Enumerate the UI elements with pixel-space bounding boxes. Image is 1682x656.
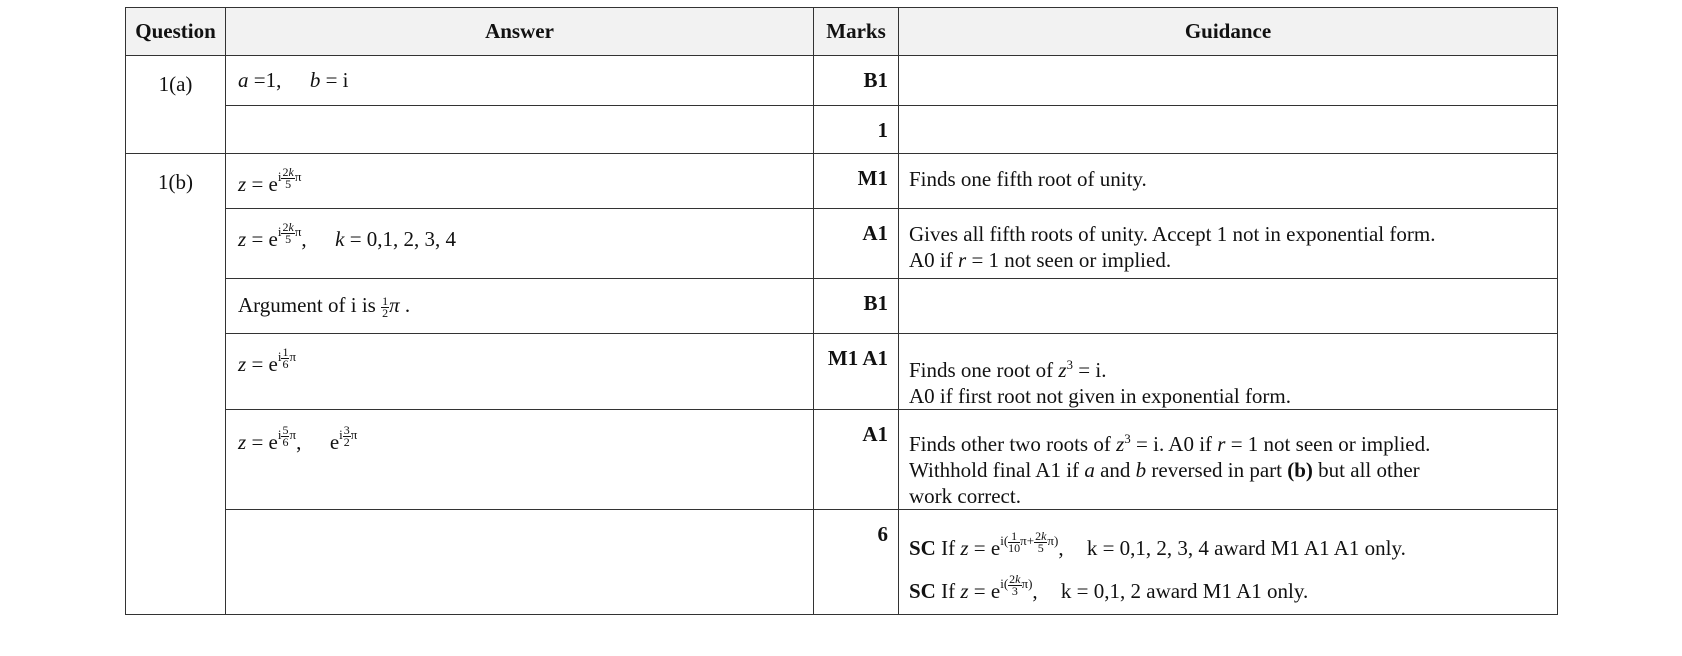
guidance-cell: [899, 510, 1558, 615]
marks-cell: M1: [814, 154, 899, 209]
marks-cell: B1: [814, 56, 899, 106]
mark-scheme-table: [125, 7, 1558, 615]
answer-cell: a =1, b = i: [226, 56, 814, 106]
table-row: [126, 209, 1558, 279]
guidance-cell: Finds one fifth root of unity.: [899, 154, 1558, 209]
answer-cell: $z = e^{i \frac{5}{6} \pi}$, $e^{i \frac{3}{2} \pi}$: [226, 410, 814, 510]
table-row: [126, 154, 1558, 209]
header-answer: Answer: [226, 8, 814, 56]
answer-cell: [226, 510, 814, 615]
table-row: [126, 106, 1558, 154]
header-question: Question: [126, 8, 226, 56]
marks-cell: B1: [814, 279, 899, 334]
marks-cell: A1: [814, 209, 899, 279]
guidance-cell: Finds one root of $z^3 = i$. A0 if first root not given in exponential form.: [899, 334, 1558, 410]
answer-cell: $z = e^{i \frac{1}{6} \pi}$: [226, 334, 814, 410]
question-number: 1(b): [126, 154, 226, 615]
table-row: [126, 410, 1558, 510]
marks-cell: 6: [814, 510, 899, 615]
guidance-cell: [899, 106, 1558, 154]
guidance-cell: Finds other two roots of $z^3 = i$. A0 if r = 1 not seen or implied. Withhold final A1 if a and b reversed in part (b) but all other work correct.: [899, 410, 1558, 510]
answer-cell: $z = e^{i \frac{2k}{5} \pi}$: [226, 154, 814, 209]
question-number: 1(a): [126, 56, 226, 154]
guidance-cell: Gives all fifth roots of unity. Accept 1 not in exponential form. A0 if r = 1 not seen or implied.: [899, 209, 1558, 279]
table-row: [126, 334, 1558, 410]
header-row: [126, 8, 1558, 56]
table-row: [126, 56, 1558, 106]
marks-cell: M1 A1: [814, 334, 899, 410]
special-case-1: SC If $z = e^{i( \frac{1}{10} \pi+ \frac{2k}{5} \pi)}$, k = 0,1, 2, 3, 4 award M1 A1 A1 only.: [909, 528, 1406, 560]
special-case-2: SC If $z = e^{i( \frac{2k}{3} \pi)}$, k = 0,1, 2 award M1 A1 only.: [909, 571, 1309, 603]
guidance-cell: [899, 56, 1558, 106]
answer-cell: $z = e^{i \frac{2k}{5} \pi}$, k = 0,1, 2, 3, 4: [226, 209, 814, 279]
answer-cell: Argument of i is $\frac{1}{2}$ π .: [226, 279, 814, 334]
table-row: [126, 510, 1558, 615]
guidance-cell: [899, 279, 1558, 334]
answer-cell: [226, 106, 814, 154]
marks-cell: A1: [814, 410, 899, 510]
table-row: [126, 279, 1558, 334]
marks-cell: 1: [814, 106, 899, 154]
header-marks: Marks: [814, 8, 899, 56]
header-guidance: Guidance: [899, 8, 1558, 56]
